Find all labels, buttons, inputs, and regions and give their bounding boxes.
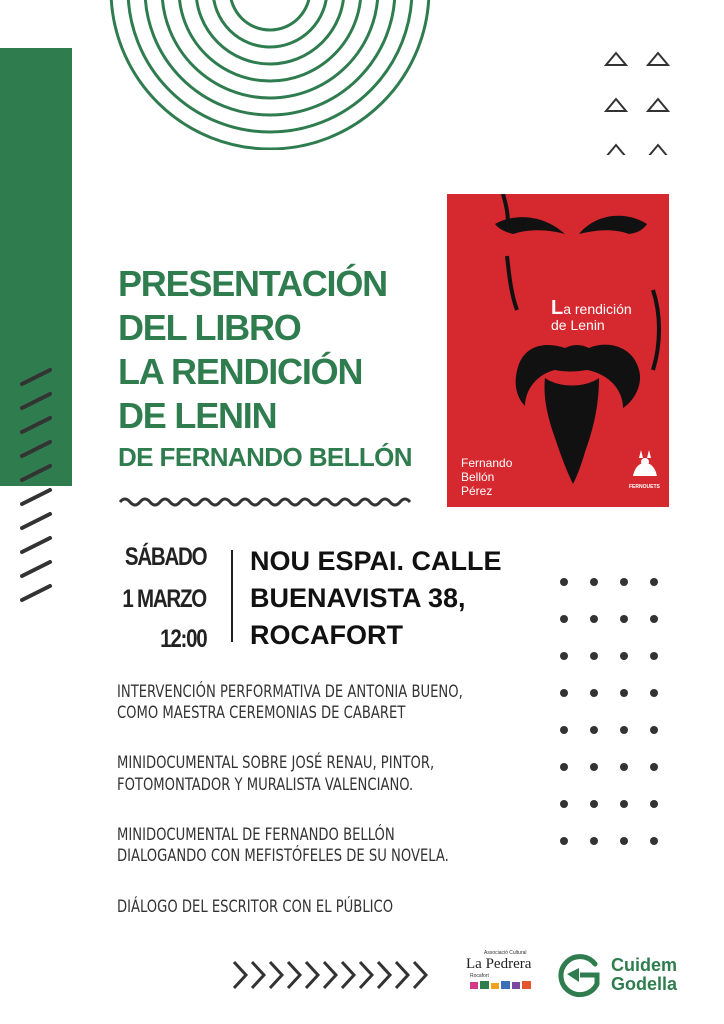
- event-date: 1 MARZO: [122, 585, 206, 613]
- cuidem-godella-logo-icon: [555, 950, 605, 1000]
- cover-author: Fernando Bellón Pérez: [461, 456, 513, 498]
- event-day: SÁBADO: [124, 543, 206, 571]
- concentric-arcs-decoration: [0, 0, 520, 150]
- program-item-3-line-1: MINIDOCUMENTAL DE FERNANDO BELLÓN: [117, 825, 395, 845]
- la-pedrera-stones-icon: [470, 980, 540, 992]
- program-item-2-line-1: MINIDOCUMENTAL SOBRE JOSÉ RENAU, PINTOR,: [117, 753, 435, 773]
- book-cover: [447, 194, 669, 507]
- event-author-line: DE FERNANDO BELLÓN: [118, 442, 412, 472]
- event-title-line-1: PRESENTACIÓN: [118, 263, 387, 304]
- event-time: 12:00: [159, 625, 206, 653]
- cuidem-godella-logo-text: Cuidem Godella: [611, 955, 678, 994]
- program-item-4: DIÁLOGO DEL ESCRITOR CON EL PÚBLICO: [117, 897, 394, 917]
- cover-title: La rendición de Lenin: [551, 297, 632, 333]
- cover-publisher: FERNOUETS: [629, 484, 660, 490]
- vertical-divider: [231, 550, 233, 642]
- program-item-2-line-2: FOTOMONTADOR Y MURALISTA VALENCIANO.: [117, 775, 414, 795]
- event-title-line-4: DE LENIN: [118, 395, 277, 436]
- chevrons-decoration: [230, 956, 440, 996]
- wave-divider: [118, 494, 416, 510]
- program-item-3-line-2: DIALOGANDO CON MEFISTÓFELES DE SU NOVELA.: [117, 846, 449, 866]
- venue-line-2: BUENAVISTA 38,: [250, 583, 466, 613]
- event-title-line-3: LA RENDICIÓN: [118, 351, 363, 392]
- program-item-1-line-2: COMO MAESTRA CEREMONIAS DE CABARET: [117, 703, 406, 723]
- diagonal-slashes-decoration: [14, 360, 64, 610]
- dots-grid-decoration: [552, 572, 672, 862]
- program-item-1-line-1: INTERVENCIÓN PERFORMATIVA DE ANTONIA BUENO,: [117, 682, 463, 702]
- venue-line-1: NOU ESPAI. CALLE: [250, 546, 502, 576]
- triangles-decoration: [598, 45, 678, 155]
- venue-line-3: ROCAFORT: [250, 620, 403, 650]
- event-title-line-2: DEL LIBRO: [118, 307, 301, 348]
- la-pedrera-logo: Associació Cultural La Pedrera Rocafort: [466, 950, 542, 996]
